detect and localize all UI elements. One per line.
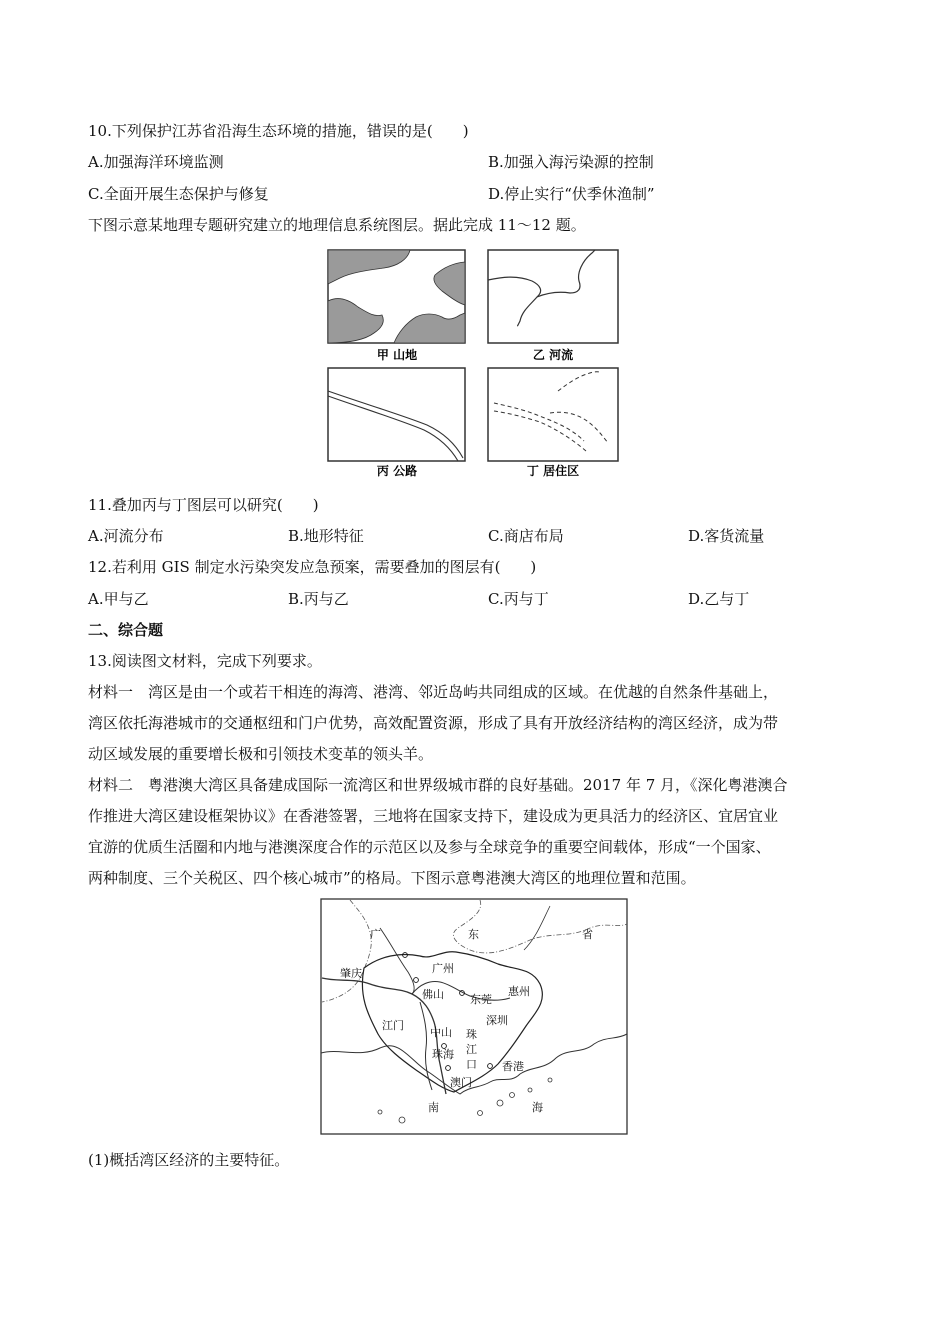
material-2 xyxy=(88,770,863,894)
material-2-line-3: 宜游的优质生活圈和内地与港澳深度合作的示范区以及参与全球竞争的重要空间载体，形成“一个国家、 xyxy=(88,838,771,856)
map-label-jiang: 江 xyxy=(466,1043,477,1056)
material-2-line-1: 材料二 粤港澳大湾区具备建成国际一流湾区和世界级城市群的良好基础。2017 年 7 月，《深化粤港澳合 xyxy=(88,776,788,794)
q10-option-a: A.加强海洋环境监测 xyxy=(88,153,224,171)
map-label-zhu: 珠 xyxy=(466,1028,477,1041)
map-label-huizhou: 惠州 xyxy=(508,985,530,998)
bay-area-map xyxy=(320,898,628,1136)
q11-option-c: C.商店布局 xyxy=(488,527,564,545)
layer-bing-caption: 丙 公路 xyxy=(376,464,418,478)
layer-jia-mountain xyxy=(328,250,465,343)
q12-option-b: B.丙与乙 xyxy=(288,590,349,608)
q12-option-d: D.乙与丁 xyxy=(688,590,750,608)
q11-option-a: A.河流分布 xyxy=(88,527,164,545)
map-label-guang: 广 xyxy=(370,928,381,941)
map-label-guangzhou: 广州 xyxy=(432,962,454,975)
material-1-line-2: 湾区依托海港城市的交通枢纽和门户优势，高效配置资源，形成了具有开放经济结构的湾区经济，成为带 xyxy=(88,714,779,732)
map-label-nan: 南 xyxy=(428,1101,439,1114)
intro-11-12: 下图示意某地理专题研究建立的地理信息系统图层。据此完成 11～12 题。 xyxy=(88,216,586,234)
material-1-line-1: 材料一 湾区是由一个或若干相连的海湾、港湾、邻近岛屿共同组成的区域。在优越的自然条件基础上， xyxy=(88,683,779,701)
map-label-dong: 东 xyxy=(468,928,479,941)
layer-yi-river xyxy=(488,250,618,343)
material-2-line-2: 作推进大湾区建设框架协议》在香港签署，三地将在国家支持下，建设成为更具活力的经济区、宜居宜业 xyxy=(88,807,779,825)
q12-option-c: C.丙与丁 xyxy=(488,590,549,608)
q13-stem: 13.阅读图文材料，完成下列要求。 xyxy=(88,652,322,670)
map-label-kou: 口 xyxy=(466,1058,477,1071)
q11-option-b: B.地形特征 xyxy=(288,527,364,545)
map-label-sheng: 省 xyxy=(582,928,593,941)
q12-stem: 12.若利用 GIS 制定水污染突发应急预案，需要叠加的图层有( ) xyxy=(88,558,537,576)
q13-sub1: (1)概括湾区经济的主要特征。 xyxy=(88,1151,290,1169)
map-label-zhongshan: 中山 xyxy=(430,1026,452,1039)
map-label-jiangmen: 江门 xyxy=(382,1019,404,1032)
q10-option-d: D.停止实行“伏季休渔制” xyxy=(488,185,655,203)
q11-option-d: D.客货流量 xyxy=(688,527,765,545)
map-label-aomen: 澳门 xyxy=(450,1076,472,1089)
material-1-line-3: 动区域发展的重要增长极和引领技术变革的领头羊。 xyxy=(88,745,434,763)
q12-option-a: A.甲与乙 xyxy=(88,590,149,608)
gis-layers-figure xyxy=(322,245,628,481)
q11-stem: 11.叠加丙与丁图层可以研究( ) xyxy=(88,496,319,514)
map-label-foshan: 佛山 xyxy=(422,988,444,1001)
material-1 xyxy=(88,677,863,770)
gis-layers-svg xyxy=(322,245,628,481)
map-label-zhaoqing: 肇庆 xyxy=(340,967,362,980)
material-2-line-4: 两种制度、三个关税区、四个核心城市”的格局。下图示意粤港澳大湾区的地理位置和范围。 xyxy=(88,869,696,887)
bay-area-map-svg xyxy=(320,898,628,1136)
q10-option-c: C.全面开展生态保护与修复 xyxy=(88,185,269,203)
layer-ding-caption: 丁 居住区 xyxy=(526,464,580,478)
q10-stem: 10.下列保护江苏省沿海生态环境的措施，错误的是( ) xyxy=(88,122,469,140)
layer-yi-caption: 乙 河流 xyxy=(532,348,574,362)
map-label-hai: 海 xyxy=(532,1101,543,1114)
layer-ding-residential xyxy=(488,368,618,461)
map-label-dongguan: 东莞 xyxy=(470,993,492,1006)
q10-option-b: B.加强入海污染源的控制 xyxy=(488,153,654,171)
map-label-xianggang: 香港 xyxy=(502,1060,524,1073)
layer-bing-road xyxy=(328,368,465,461)
section-heading: 二、综合题 xyxy=(88,621,164,639)
map-label-zhuhai: 珠海 xyxy=(432,1048,454,1061)
layer-jia-caption: 甲 山地 xyxy=(376,348,418,362)
map-label-shenzhen: 深圳 xyxy=(486,1014,508,1027)
